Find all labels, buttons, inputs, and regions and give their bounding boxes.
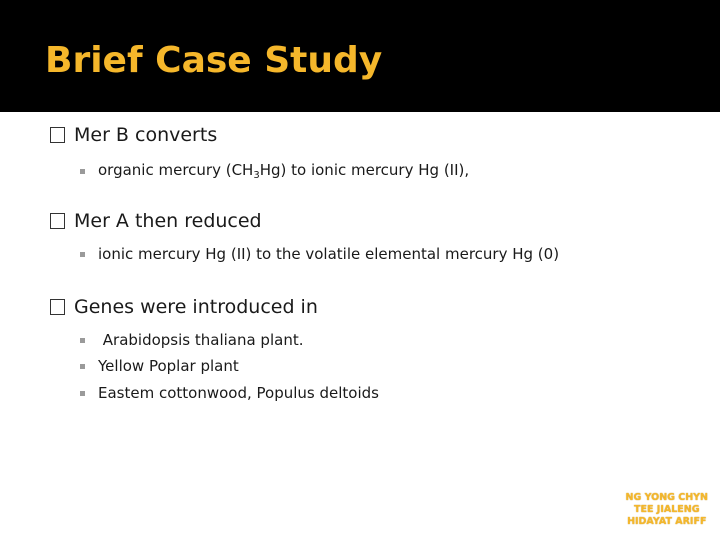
- bullet-3-text: Genes were introduced in: [74, 296, 318, 318]
- bullet-3-sub-2-text: Yellow Poplar plant: [98, 357, 239, 375]
- bullet-3-sub-2: [80, 357, 239, 375]
- bullet-2-sub-1: [80, 245, 559, 263]
- checkbox-bullet-icon: [50, 127, 65, 143]
- bullet-2-text: Mer A then reduced: [74, 210, 262, 232]
- bullet-3-sub-3: [80, 384, 379, 402]
- bullet-3-sub-3-text: Eastem cottonwood, Populus deltoids: [98, 384, 379, 402]
- bullet-1-sub-1-text: organic mercury $(CH_3Hg)$ to ionic mercury Hg (II),: [98, 161, 470, 181]
- square-bullet-icon: [80, 169, 85, 174]
- bullet-1-text: Mer B converts: [74, 124, 218, 146]
- square-bullet-icon: [80, 252, 85, 257]
- bullet-3: [50, 296, 318, 318]
- slide-title: Brief Case Study: [45, 40, 383, 81]
- checkbox-bullet-icon: [50, 299, 65, 315]
- square-bullet-icon: [80, 391, 85, 396]
- bullet-3-sub-1: [80, 331, 303, 349]
- credit-name-2: TEE JIALENG: [634, 504, 700, 515]
- square-bullet-icon: [80, 364, 85, 369]
- checkbox-bullet-icon: [50, 213, 65, 229]
- credit-name-1: NG YONG CHYN: [625, 492, 708, 503]
- bullet-1-sub-1: [80, 161, 469, 181]
- bullet-1: [50, 124, 217, 146]
- credit-name-3: HIDAYAT ARIFF: [627, 516, 707, 527]
- bullet-2-sub-1-text: ionic mercury Hg (II) to the volatile elemental mercury Hg (0): [98, 245, 560, 263]
- bullet-2: [50, 210, 262, 232]
- bullet-3-sub-1-text: Arabidopsis thaliana plant.: [98, 331, 304, 349]
- square-bullet-icon: [80, 338, 85, 343]
- credits: [626, 492, 708, 528]
